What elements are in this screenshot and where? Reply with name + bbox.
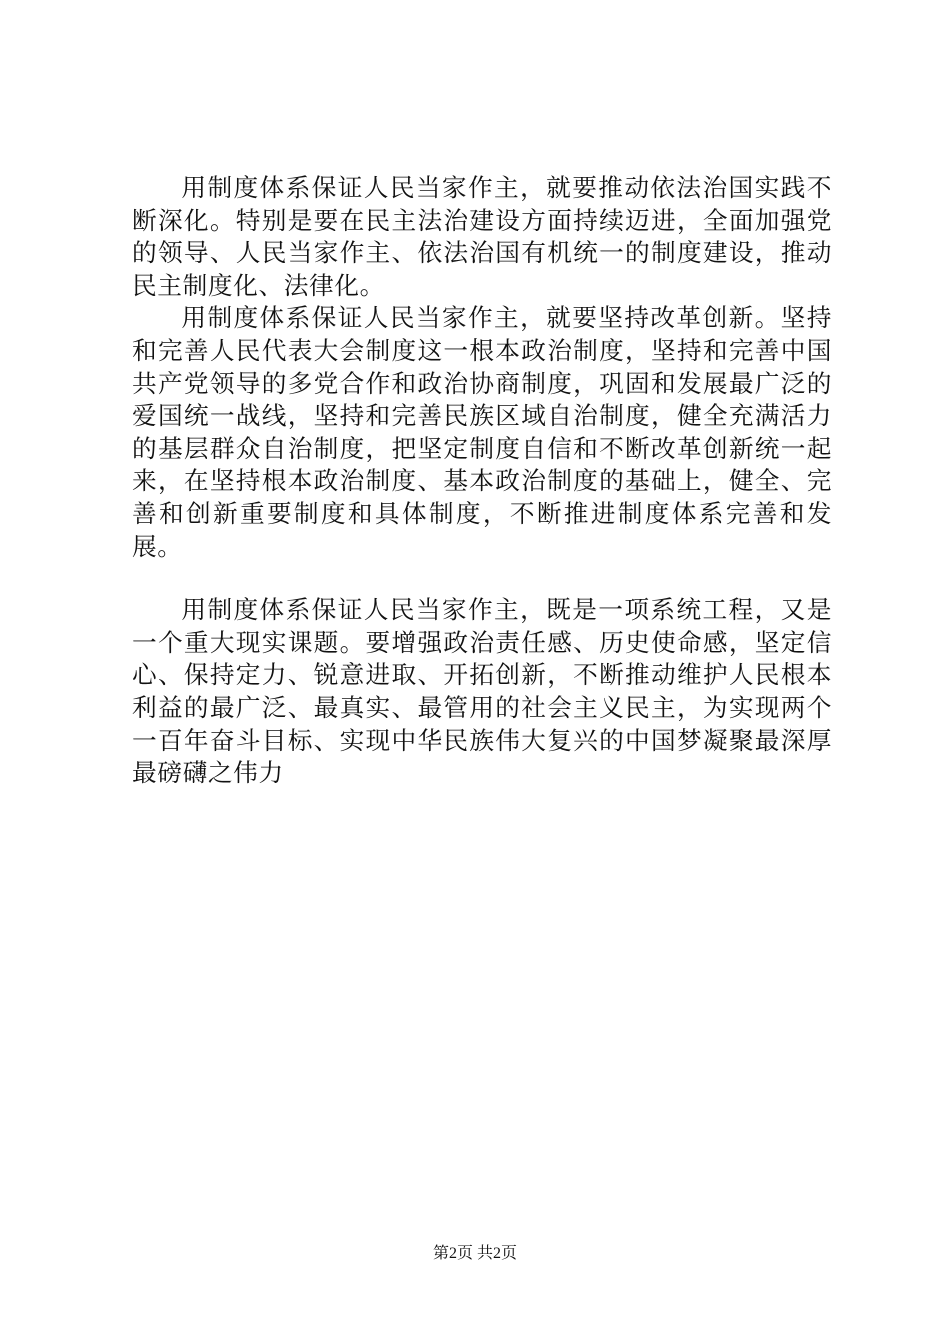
document-body: [132, 172, 832, 790]
paragraph-conclusion: 用制度体系保证人民当家作主，既是一项系统工程，又是一个重大现实课题。要增强政治责任感、历史使命感，坚定信心、保持定力、锐意进取、开拓创新，不断推动维护人民根本利益的最广泛、最真实、最管用的社会主义民主，为实现两个一百年奋斗目标、实现中华民族伟大复兴的中国梦凝聚最深厚最磅礴之伟力: [132, 595, 832, 788]
paragraph-reform-innovation: 用制度体系保证人民当家作主，就要坚持改革创新。坚持和完善人民代表大会制度这一根本政治制度，坚持和完善中国共产党领导的多党合作和政治协商制度，巩固和发展最广泛的爱国统一战线，坚持和完善民族区域自治制度，健全充满活力的基层群众自治制度，把坚定制度自信和不断改革创新统一起来，在坚持根本政治制度、基本政治制度的基础上，健全、完善和创新重要制度和具体制度，不断推进制度体系完善和发展。: [132, 303, 832, 561]
paragraph-rule-of-law: 用制度体系保证人民当家作主，就要推动依法治国实践不断深化。特别是要在民主法治建设方面持续迈进，全面加强党的领导、人民当家作主、依法治国有机统一的制度建设，推动民主制度化、法律化。: [132, 173, 832, 300]
page-number-footer: 第2页 共2页: [432, 1245, 517, 1262]
